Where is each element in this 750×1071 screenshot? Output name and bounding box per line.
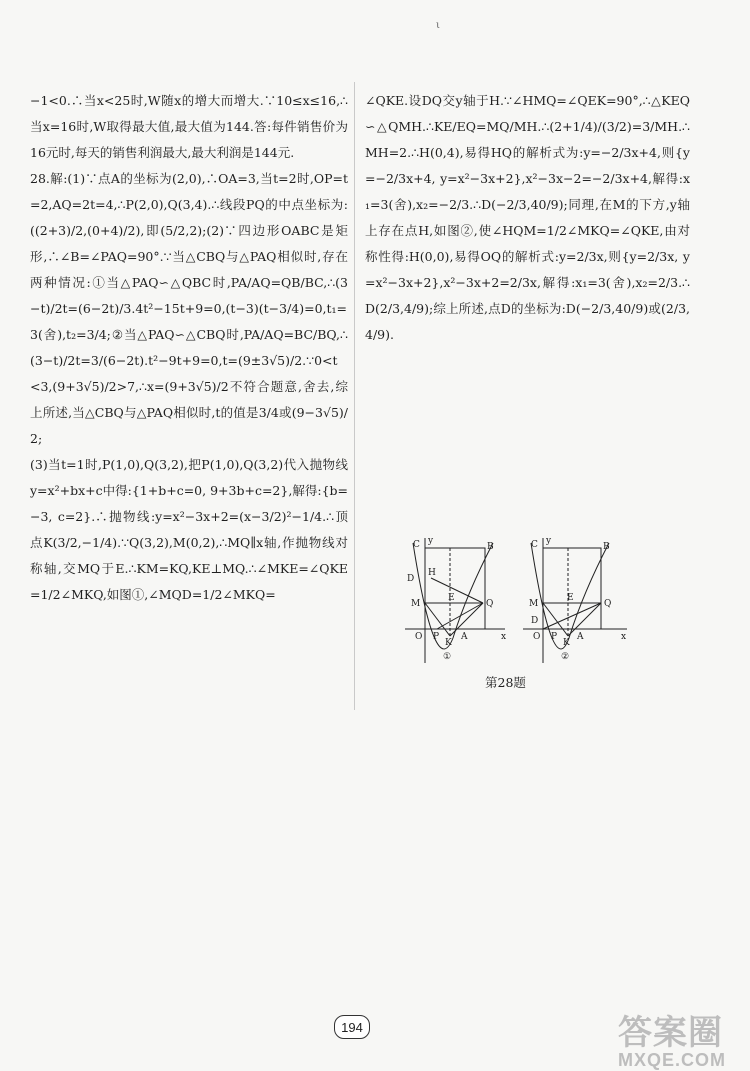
- left-column: [30, 88, 348, 608]
- watermark-logo: [618, 1016, 726, 1071]
- fig2-label: ②: [561, 652, 570, 662]
- figure-2: [523, 538, 627, 663]
- fig1-label: K: [445, 638, 452, 648]
- fig2-label: Q: [604, 599, 612, 609]
- fig2-label: D: [531, 616, 539, 626]
- fig2-label: A: [577, 632, 584, 642]
- fig2-labels: [529, 536, 626, 662]
- column-divider: [354, 82, 355, 710]
- fig1-label: E: [448, 593, 455, 603]
- fig1-rectangle: [425, 548, 485, 629]
- figure-caption: 第28题: [485, 675, 526, 690]
- left-paragraph-2: 28.解:(1)∵点A的坐标为(2,0),∴OA=3,当t=2时,OP=t=2,AQ=2t=4,∴P(2,0),Q(3,4).∴线段PQ的中点坐标为:((2+3)/2,(0+4)/2),即(5/2,2);(2)∵四边形OABC是矩形,∴∠B=∠PAQ=90°.∵当△CBQ与△PAQ相似时,存在两种情况:①当△PAQ∽△QBC时,PA/AQ=QB/BC,∴(3−t)/2t=(6−2t)/3.4t²−15t+9=0,(t−3)(t−3/4)=0,t₁=3(舍),t₂=3/4;②当△PAQ∽△CBQ时,PA/AQ=BC/BQ,∴(3−t)/2t=3/(6−2t).t²−9t+9=0,t=(9±3√5)/2.∵0<t<3,(9+3√5)/2>7,∴x=(9+3√5)/2不符合题意,舍去,综上所述,当△CBQ与△PAQ相似时,t的值是3/4或(9−3√5)/2;: [30, 171, 348, 446]
- fig2-label: K: [563, 638, 570, 648]
- fig2-label: M: [529, 599, 539, 609]
- left-paragraph-1: −1<0.∴当x<25时,W随x的增大而增大.∵10≤x≤16,∴当x=16时,W取得最大值,最大值为144.答:每件销售价为16元时,每天的销售利润最大,最大利润是144元.: [30, 93, 348, 160]
- geometry-figures: [395, 533, 635, 673]
- fig1-label: M: [411, 599, 421, 609]
- top-mark: ι: [436, 20, 440, 31]
- fig2-label: O: [533, 632, 541, 642]
- right-column: [365, 88, 690, 348]
- right-paragraph-1: ∠QKE.设DQ交y轴于H.∵∠HMQ=∠QEK=90°,∴△KEQ∽△QMH.∴KE/EQ=MQ/MH.∴(2+1/4)/(3/2)=3/MH.∴MH=2.∴H(0,4),易得HQ的解析式为:y=−2/3x+4,则{y=−2/3x+4, y=x²−3x+2},x²−3x−2=−2/3x+4,解得:x₁=3(舍),x₂=−2/3.∴D(−2/3,40/9);同理,在M的下方,y轴上存在点H,如图②,使∠HQM=1/2∠MKQ=∠QKE,由对称性得:H(0,0),易得OQ的解析式:y=2/3x,则{y=2/3x, y=x²−3x+2},x²−3x+2=2/3x,解得:x₁=3(舍),x₂=2/3.∴D(2/3,4/9);综上所述,点D的坐标为:D(−2/3,40/9)或(2/3,4/9).: [365, 93, 690, 342]
- fig1-dq: [431, 578, 483, 603]
- fig2-label: E: [567, 593, 574, 603]
- fig2-label: x: [621, 632, 627, 642]
- watermark-bottom: MXQE.COM: [618, 1050, 727, 1070]
- fig2-label: B: [603, 542, 610, 552]
- fig1-label: P: [433, 632, 440, 642]
- fig2-rectangle: [543, 548, 601, 629]
- fig1-label: C: [413, 540, 420, 550]
- fig1-labels: [407, 536, 506, 662]
- page-number: 194: [334, 1015, 370, 1039]
- fig1-label: y: [428, 536, 434, 546]
- fig1-label: A: [461, 632, 468, 642]
- fig1-label: Q: [486, 599, 494, 609]
- fig1-label: B: [487, 542, 494, 552]
- fig1-label: H: [428, 568, 436, 578]
- fig1-label: O: [415, 632, 423, 642]
- fig1-label: x: [501, 632, 507, 642]
- fig1-label: ①: [443, 652, 452, 662]
- watermark-top: 答案圈: [618, 1014, 723, 1052]
- fig2-label: y: [546, 536, 552, 546]
- fig2-qk: [568, 603, 601, 636]
- fig2-label: P: [551, 632, 558, 642]
- left-paragraph-3: (3)当t=1时,P(1,0),Q(3,2),把P(1,0),Q(3,2)代入抛物线y=x²+bx+c中得:{1+b+c=0, 9+3b+c=2},解得:{b=−3, c=2}.∴抛物线:y=x²−3x+2=(x−3/2)²−1/4.∴顶点K(3/2,−1/4).∵Q(3,2),M(0,2),∴MQ∥x轴,作抛物线对称轴,交MQ于E.∴KM=KQ,KE⊥MQ.∴∠MKE=∠QKE=1/2∠MKQ,如图①,∠MQD=1/2∠MKQ=: [30, 457, 348, 602]
- fig1-pq: [437, 603, 483, 629]
- fig2-oq: [543, 603, 601, 629]
- fig1-label: D: [407, 574, 415, 584]
- fig2-label: C: [531, 540, 538, 550]
- figure-28: [395, 533, 635, 673]
